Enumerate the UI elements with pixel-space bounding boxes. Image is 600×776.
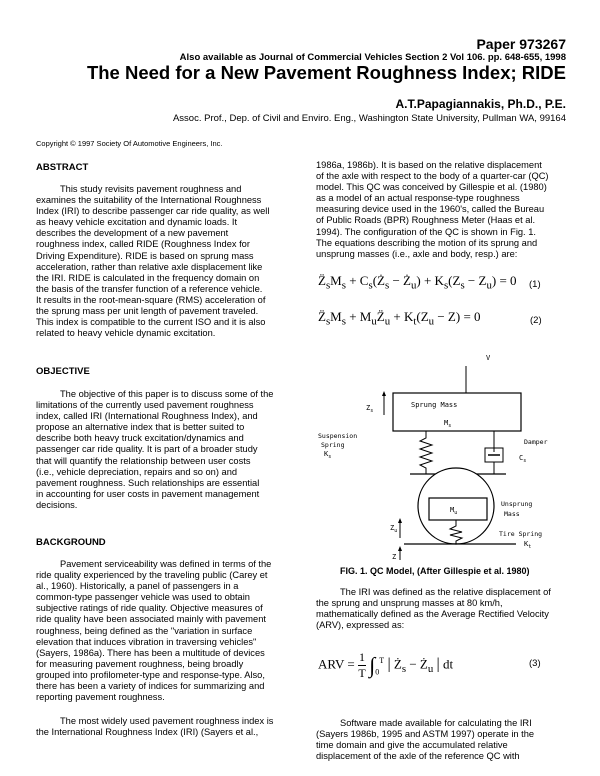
abstract-text <box>36 184 282 339</box>
text-line: decisions. <box>36 499 78 510</box>
text-line: The equations describing the motion of its sprung and <box>316 237 538 248</box>
text-line: of Public Roads (BPR) Roughness Meter (Haas et al. <box>316 215 536 226</box>
unsprung-label-2: Mass <box>504 510 520 518</box>
equation-2: $Z̈_sM_s$ + $M_uZ̈_u + K_t(Z_u - Z) = 0$ <box>318 309 481 328</box>
ks-label: $K_s$ <box>324 450 332 460</box>
text-line: The objective of this paper is to discuss some of the <box>60 389 274 399</box>
qc-model-figure <box>316 348 564 562</box>
suspension-spring <box>420 431 432 474</box>
text-line: mathematically defined as the Average Rectified Velocity <box>316 609 549 620</box>
text-line: roughness index, called RIDE (Roughness Index for <box>36 239 250 250</box>
text-line: displacement of the axle of the reference QC with <box>316 751 520 762</box>
v-label: V <box>486 354 491 362</box>
text-line: acceleration, rather than relative axle displacement like <box>36 261 263 272</box>
equation-2-number: (2) <box>530 315 542 326</box>
text-line: elevation that induces vibration in traversing vehicles" <box>36 636 257 647</box>
text-line: the sprung and unsprung masses at 80 km/h, <box>316 598 503 609</box>
spring-label: Spring <box>321 441 345 449</box>
text-line: examines the suitability of the International Roughness <box>36 195 262 206</box>
text-line: ride quality experienced by the traveling public (Carey et <box>36 570 268 581</box>
background-para-1 <box>36 559 282 703</box>
text-line: Index (IRI) to describe passenger car ride quality, as well <box>36 206 270 217</box>
paper-number: Paper 973267 <box>476 36 566 52</box>
background-para-2 <box>36 716 282 738</box>
text-line: reporting pavement roughness. <box>36 692 165 703</box>
zu-label: $Z_u$ <box>390 524 398 534</box>
author: A.T.Papagiannakis, Ph.D., P.E. <box>395 97 566 111</box>
text-line: the sprung mass per unit length of pavement traveled. <box>36 306 259 317</box>
paper-title: The Need for a New Pavement Roughness Index; RIDE <box>86 62 566 83</box>
text-line: It results in the root-mean-square (RMS) acceleration of <box>36 294 266 305</box>
text-line: the International Roughness Index (IRI) (Sayers et al., <box>36 727 259 738</box>
text-line: al., 1960). Historically, a panel of passengers in a <box>36 581 239 592</box>
text-line: This index is compatible to the current ISO and it is also <box>36 317 266 328</box>
text-line: model. This QC was conceived by Gillespie et al. (1980) <box>316 182 547 193</box>
text-line: unsprung masses (i.e., axle and body, resp.) are: <box>316 248 518 259</box>
text-line: there has been a variety of indices for summarizing and <box>36 681 265 692</box>
sprung-mass-box <box>393 393 521 431</box>
text-line: describes the development of a new pavement <box>36 228 229 239</box>
cs-label: $C_s$ <box>519 454 527 464</box>
text-line: pavement roughness. Such relationships are essential <box>36 477 260 488</box>
unsprung-mass-box <box>429 498 487 520</box>
equation-3: ARV = $\frac{1}{T}$ $\int_0^T$ | $Ż_s$ − $Ż_u$ | dt <box>318 650 454 680</box>
text-line: that will quantify the relationship between user costs <box>36 455 251 466</box>
text-line: the IRI. RIDE is calculated in the frequency domain on <box>36 272 260 283</box>
text-line: roughness, being defined as the "variation in surface <box>36 625 253 636</box>
equation-3-number: (3) <box>529 658 541 669</box>
sprung-mass-label: Sprung Mass <box>411 401 458 409</box>
text-line: grouped into profilometer-type and response-type. Also, <box>36 669 265 680</box>
text-line: The IRI was defined as the relative displacement of <box>340 587 551 597</box>
text-line: (Sayers, 1986a). There has been a multitude of devices <box>36 647 265 658</box>
objective-heading: OBJECTIVE <box>36 366 90 377</box>
kt-label: $K_t$ <box>524 540 532 550</box>
text-line: (Sayers 1986b, 1995 and ASTM 1997) operate in the <box>316 729 535 740</box>
text-line: measuring device used in the 1960's, called the Bureau <box>316 204 545 215</box>
text-line: ride quality have been associated mainly with pavement <box>36 614 266 625</box>
text-line: 1994). The configuration of the QC is shown in Fig. 1. <box>316 226 536 237</box>
text-line: Software made available for calculating the IRI <box>340 718 532 728</box>
text-line: limitations of the currently used pavement roughness <box>36 400 254 411</box>
text-line: propose an alternative index that is better suited to <box>36 422 245 433</box>
abstract-heading: ABSTRACT <box>36 162 89 173</box>
text-line: related to heavy vehicle dynamic excitation. <box>36 328 216 339</box>
figure-caption: FIG. 1. QC Model, (After Gillespie et al. 1980) <box>340 566 530 576</box>
right-para-1 <box>316 160 564 260</box>
text-line: Driving Expenditure). RIDE is based on sprung mass <box>36 250 254 261</box>
right-para-2 <box>316 587 564 631</box>
text-line: (ARV), expressed as: <box>316 620 405 631</box>
text-line: the basis of the transfer function of a reference vehicle. <box>36 283 263 294</box>
text-line: as a model of an actual response-type roughness <box>316 193 520 204</box>
z-label: Z <box>392 553 397 561</box>
text-line: index, called IRI (International Roughness Index), and <box>36 411 258 422</box>
background-heading: BACKGROUND <box>36 537 106 548</box>
mu-label: $M_u$ <box>450 506 458 516</box>
text-line: of the axle with respect to the body of a quarter-car (QC) <box>316 171 549 182</box>
suspension-label: Suspension <box>318 432 358 440</box>
unsprung-label-1: Unsprung <box>501 500 533 508</box>
equation-1: $Z̈_sM_s$ + $C_s(Ż_s$ − $Ż_u) + K_s(Z_s - Z_u) = 0$ <box>318 273 517 292</box>
damper-label: Damper <box>524 438 548 446</box>
journal-note: Also available as Journal of Commercial Vehicles Section 2 Vol 106. pp. 648-655, 1998 <box>179 52 566 63</box>
ms-label: $M_s$ <box>444 419 452 429</box>
text-line: describe both heavy truck excitation/dynamics and <box>36 433 244 444</box>
text-line: (i.e., vehicle depreciation, repairs and so on) and <box>36 466 238 477</box>
tire-spring-label: Tire Spring <box>499 530 543 538</box>
text-line: for measuring pavement roughness, being broadly <box>36 658 244 669</box>
copyright: Copyright © 1997 Society Of Automotive Engineers, Inc. <box>36 139 223 148</box>
text-line: passenger car ride quality. It is part of a broader study <box>36 444 258 455</box>
text-line: common-type passenger vehicle was used to obtain <box>36 592 250 603</box>
text-line: The most widely used pavement roughness index is <box>60 716 274 726</box>
text-line: in accounting for user costs in pavement management <box>36 488 260 499</box>
text-line: Pavement serviceability was defined in terms of the <box>60 559 272 569</box>
text-line: time domain and give the accumulated relative <box>316 740 508 751</box>
text-line: 1986a, 1986b). It is based on the relative displacement <box>316 160 542 170</box>
right-para-3 <box>316 718 564 762</box>
text-line: as heavy vehicle excitation and dynamic loads. It <box>36 217 238 228</box>
text-line: This study revisits pavement roughness and <box>60 184 242 194</box>
text-line: subjective ratings of ride quality. Objective measures of <box>36 603 263 614</box>
zs-label: $Z_s$ <box>366 404 374 414</box>
objective-text <box>36 389 282 511</box>
equation-1-number: (1) <box>529 279 541 290</box>
affiliation: Assoc. Prof., Dep. of Civil and Enviro. Eng., Washington State University, Pullman WA, 99164 <box>172 113 566 124</box>
